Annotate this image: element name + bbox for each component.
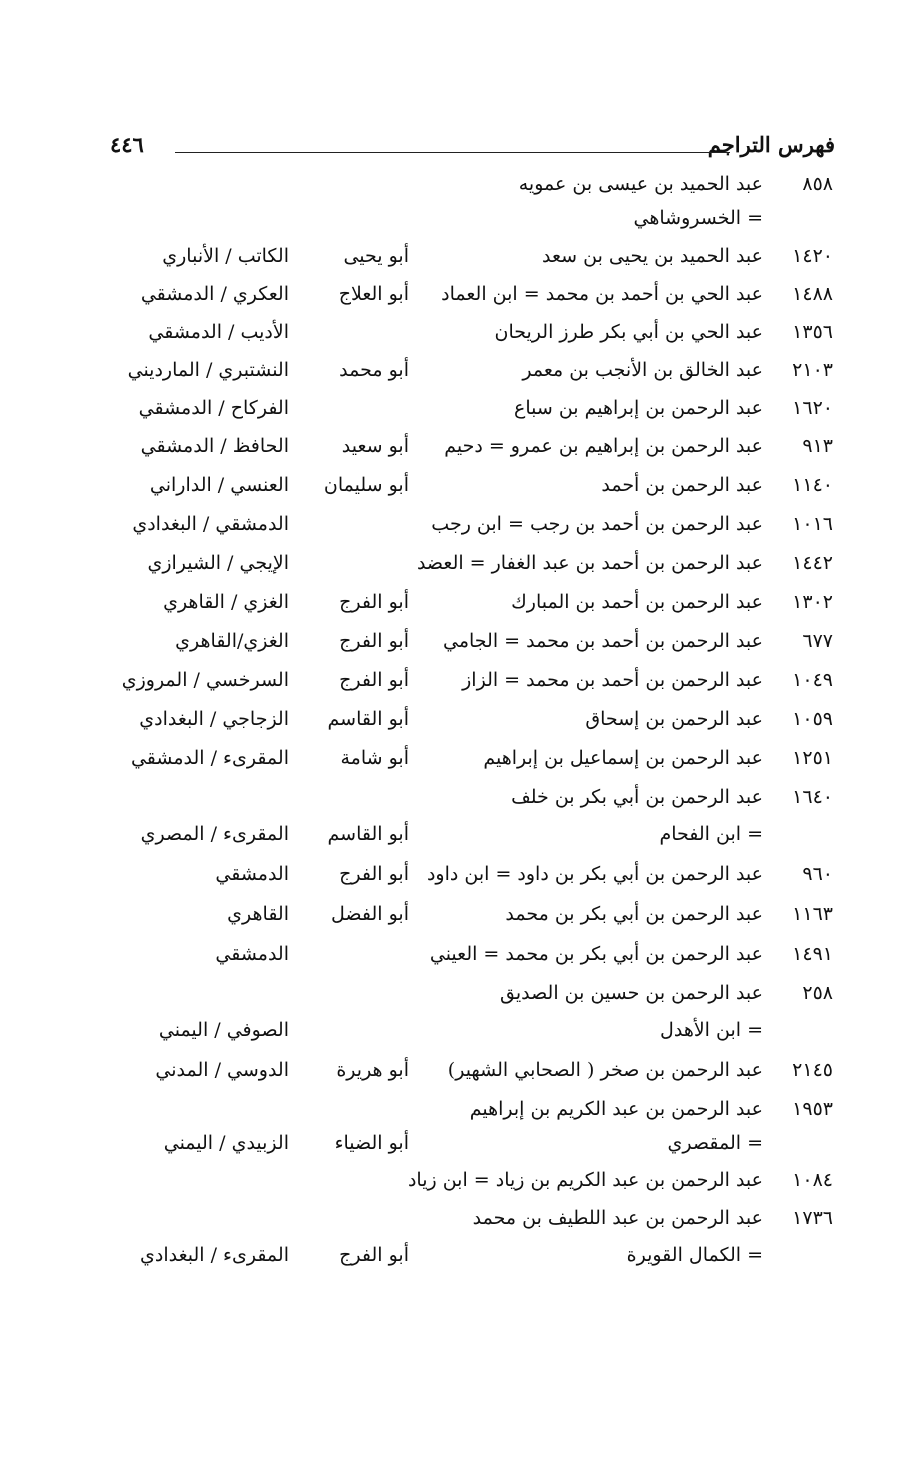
entry-name: عبد الرحمن بن عبد الكريم بن إبراهيم (469, 1098, 763, 1120)
page-number: ٤٤٦ (110, 132, 144, 157)
entry-nisba: الحافظ / الدمشقي (140, 435, 289, 457)
entry-nisba: الفركاح / الدمشقي (138, 397, 289, 419)
entry-kunya: أبو هريرة (336, 1059, 409, 1081)
index-entry (0, 313, 921, 351)
index-entry (0, 1236, 921, 1274)
entry-kunya: أبو الضياء (334, 1132, 409, 1154)
entry-name: عبد الرحمن بن أحمد بن عبد الغفار = العضد (416, 552, 763, 574)
entry-kunya: أبو الفرج (339, 863, 409, 885)
entry-kunya: أبو الفضل (331, 903, 409, 925)
entry-name: عبد الرحمن بن عبد اللطيف بن محمد (472, 1207, 763, 1229)
index-entry (0, 855, 921, 893)
entry-name: عبد الرحمن بن إسماعيل بن إبراهيم (483, 747, 763, 769)
index-entry (0, 895, 921, 933)
index-entry (0, 622, 921, 660)
entry-name: = الخسروشاهي (633, 207, 763, 229)
entry-number: ١٤٨٨ (792, 283, 833, 305)
entry-number: ١٠١٦ (792, 513, 833, 535)
entry-number: ١٠٥٩ (792, 708, 833, 730)
entry-name: عبد الرحمن بن أحمد بن المبارك (511, 591, 763, 613)
index-entry (0, 544, 921, 582)
entry-nisba: الغزي / القاهري (163, 591, 289, 613)
entry-name: = المقصري (667, 1132, 763, 1154)
entry-nisba: الدمشقي (215, 943, 289, 965)
entry-number: ١٦٢٠ (792, 397, 833, 419)
entry-nisba: الدمشقي / البغدادي (132, 513, 289, 535)
entry-kunya: أبو شامة (340, 747, 409, 769)
entry-name: عبد الرحمن بن أحمد بن محمد = الجامي (442, 630, 763, 652)
entry-number: ١٤٩١ (792, 943, 833, 965)
entry-nisba: المقرىء / البغدادي (140, 1244, 289, 1266)
entry-number: ١٧٣٦ (792, 1207, 833, 1229)
entry-nisba: الغزي/القاهري (175, 630, 289, 652)
index-entry (0, 1199, 921, 1237)
index-entry (0, 389, 921, 427)
entry-number: ١١٤٠ (792, 474, 833, 496)
entry-name: عبد الحميد بن يحيى بن سعد (542, 245, 763, 267)
entry-kunya: أبو سليمان (323, 474, 409, 496)
header-rule (175, 152, 730, 153)
entry-number: ١٣٠٢ (792, 591, 833, 613)
index-entry (0, 199, 921, 237)
entry-kunya: أبو محمد (339, 359, 409, 381)
entry-name: = ابن الفحام (659, 823, 763, 845)
entry-name: عبد الرحمن بن أبي بكر بن محمد = العيني (429, 943, 763, 965)
entry-nisba: الدمشقي (215, 863, 289, 885)
entry-name: عبد الرحمن بن إبراهيم بن سباع (514, 397, 763, 419)
index-entry (0, 1161, 921, 1199)
entry-nisba: الإيجي / الشيرازي (147, 552, 289, 574)
entry-kunya: أبو سعيد (341, 435, 409, 457)
entry-name: عبد الرحمن بن أحمد بن رجب = ابن رجب (431, 513, 763, 535)
entry-nisba: الدوسي / المدني (155, 1059, 289, 1081)
entry-number: ١٩٥٣ (792, 1098, 833, 1120)
entry-number: ١١٦٣ (792, 903, 833, 925)
entry-name: عبد الرحمن بن أحمد (601, 474, 763, 496)
entry-nisba: الصوفي / اليمني (158, 1019, 289, 1041)
entry-number: ٦٧٧ (802, 630, 833, 652)
entry-nisba: الكاتب / الأنباري (162, 245, 289, 267)
entry-nisba: الأديب / الدمشقي (148, 321, 289, 343)
index-entry (0, 165, 921, 203)
index-entry (0, 237, 921, 275)
index-entry (0, 778, 921, 816)
index-entry (0, 583, 921, 621)
entry-kunya: أبو الفرج (339, 1244, 409, 1266)
index-entry (0, 661, 921, 699)
index-entry (0, 974, 921, 1012)
entry-nisba: النشتبري / المارديني (127, 359, 289, 381)
entry-number: ٩٦٠ (802, 863, 833, 885)
index-entry (0, 1124, 921, 1162)
entry-kunya: أبو يحيى (343, 245, 409, 267)
entry-number: ١٤٤٢ (792, 552, 833, 574)
entry-nisba: السرخسي / المروزي (121, 669, 289, 691)
entry-name: عبد الرحمن بن إسحاق (585, 708, 763, 730)
entry-number: ٩١٣ (802, 435, 833, 457)
index-entry (0, 505, 921, 543)
entry-kunya: أبو العلاج (338, 283, 409, 305)
index-entry (0, 1090, 921, 1128)
entry-nisba: الزبيدي / اليمني (163, 1132, 289, 1154)
entry-name: عبد الرحمن بن حسين بن الصديق (499, 982, 763, 1004)
index-entry (0, 815, 921, 853)
index-entry (0, 739, 921, 777)
index-entry (0, 466, 921, 504)
entry-name: = ابن الأهدل (660, 1019, 763, 1041)
entry-name: عبد الرحمن بن أبي بكر بن خلف (511, 786, 763, 808)
entry-name: عبد الرحمن بن إبراهيم بن عمرو = دحيم (444, 435, 763, 457)
entry-number: ٢١٤٥ (792, 1059, 833, 1081)
index-entry (0, 275, 921, 313)
entry-number: ١٠٤٩ (792, 669, 833, 691)
index-entry (0, 351, 921, 389)
entry-kunya: أبو القاسم (327, 708, 409, 730)
entry-name: عبد الخالق بن الأنجب بن معمر (522, 359, 763, 381)
entry-name: عبد الرحمن بن أبي بكر بن محمد (505, 903, 763, 925)
entry-nisba: العكري / الدمشقي (140, 283, 289, 305)
entry-number: ٢٥٨ (802, 982, 833, 1004)
entry-number: ١٤٢٠ (792, 245, 833, 267)
entry-nisba: القاهري (227, 903, 289, 925)
entry-name: عبد الحي بن أحمد بن محمد = ابن العماد (441, 283, 763, 305)
entry-number: ١٠٨٤ (792, 1169, 833, 1191)
entry-name: عبد الرحمن بن أبي بكر بن داود = ابن داود (426, 863, 763, 885)
entry-name: عبد الحميد بن عيسى بن عمويه (518, 173, 763, 195)
section-title: فهرس التراجم (707, 132, 835, 157)
entry-kunya: أبو الفرج (339, 591, 409, 613)
entry-number: ١٦٤٠ (792, 786, 833, 808)
index-entry (0, 700, 921, 738)
entry-nisba: الزجاجي / البغدادي (139, 708, 289, 730)
index-entry (0, 1051, 921, 1089)
entry-number: ١٢٥١ (792, 747, 833, 769)
entry-number: ١٣٥٦ (792, 321, 833, 343)
entry-name: عبد الحي بن أبي بكر طرز الريحان (494, 321, 763, 343)
entry-name: عبد الرحمن بن صخر ( الصحابي الشهير) (447, 1059, 763, 1081)
entry-kunya: أبو الفرج (339, 630, 409, 652)
entry-kunya: أبو القاسم (327, 823, 409, 845)
index-entry (0, 935, 921, 973)
entry-nisba: العنسي / الداراني (149, 474, 289, 496)
entry-number: ٢١٠٣ (792, 359, 833, 381)
entry-name: = الكمال القويرة (626, 1244, 763, 1266)
entry-name: عبد الرحمن بن أحمد بن محمد = الزاز (462, 669, 763, 691)
index-entry (0, 427, 921, 465)
entry-nisba: المقرىء / المصري (140, 823, 289, 845)
entry-nisba: المقرىء / الدمشقي (130, 747, 289, 769)
entry-number: ٨٥٨ (802, 173, 833, 195)
entry-kunya: أبو الفرج (339, 669, 409, 691)
entry-name: عبد الرحمن بن عبد الكريم بن زياد = ابن زياد (407, 1169, 763, 1191)
index-entry (0, 1011, 921, 1049)
